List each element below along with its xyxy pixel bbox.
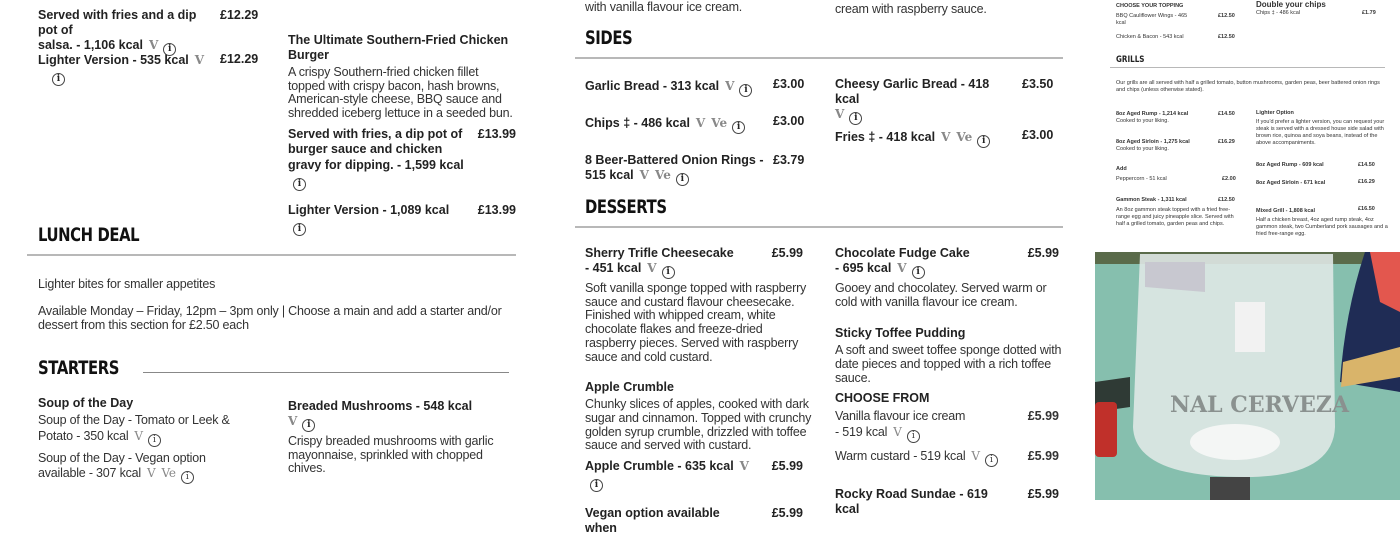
soup-option-2: Soup of the Day - Vegan option available - 307 kcal V Ve i (38, 450, 206, 482)
side-garlic-bread: Garlic Bread - 313 kcal V i (585, 79, 752, 97)
crumble-desc: Chunky slices of apples, cooked with dark sugar and cinnamon. Topped with crunchy golden syrup crumble, drizzled with toffee sauce and served with custard. (585, 397, 812, 453)
info-icon[interactable]: i (662, 266, 675, 279)
chips: Chips ‡ - 486 kcal (1256, 10, 1301, 16)
rocky-road-name: Rocky Road Sundae - 619 kcal £5.99 (835, 486, 1059, 516)
mushrooms-desc: Crispy breaded mushrooms with garlic mayonnaise, sprinkled with chopped chives. (288, 434, 494, 476)
info-icon[interactable]: i (977, 135, 990, 148)
burger-block (288, 33, 516, 236)
side-cheesy-garlic-bread: Cheesy Garlic Bread - 418 kcal V i (835, 77, 990, 123)
vegetarian-icon: V (147, 466, 156, 480)
divider (1110, 67, 1385, 68)
price: £5.99 (771, 459, 803, 474)
price: £3.00 (1022, 128, 1054, 142)
lunch-info: Available Monday – Friday, 12pm – 3pm only | Choose a main and add a starter and/or dessert from this section for £2.50 each (38, 304, 502, 332)
info-icon[interactable]: i (163, 43, 176, 56)
soup-block (38, 396, 248, 484)
burger-served: Served with fries, a dip pot of burger sauce and chicken gravy for dipping. - 1,599 kcali £13.99 (288, 126, 516, 190)
price: £13.99 (477, 126, 516, 141)
option-custard: Warm custard - 519 kcal V i £5.99 (835, 448, 1059, 465)
soup-option-1: Soup of the Day - Tomato or Leek & Potato - 350 kcal V i (38, 413, 230, 445)
price: £5.99 (1027, 448, 1059, 463)
vegetarian-icon: V (134, 428, 143, 443)
info-icon[interactable]: i (985, 454, 998, 467)
price: £3.50 (1022, 77, 1054, 91)
mixed-grill: Mixed Grill - 1,808 kcal (1256, 208, 1316, 214)
grills-info: Our grills are all served with half a grilled tomato, button mushrooms, garden peas, beer battered onion rings and chips (unless otherwise stated). (1116, 80, 1380, 93)
trifle-desc: Soft vanilla sponge topped with raspberry sauce and custard flavour cheesecake. Finished with whipped cream, white chocolate flakes and freeze-dried raspberry pieces. Served with raspberry sauce and cold custard. (585, 281, 807, 364)
vegetarian-icon: V (647, 261, 657, 275)
info-icon[interactable]: i (590, 479, 603, 492)
vegetarian-icon: V (639, 168, 649, 182)
vegetarian-icon: V (739, 459, 749, 474)
burger-name: The Ultimate Southern-Fried Chicken Burger (288, 33, 509, 62)
price: £13.99 (477, 203, 516, 218)
divider (575, 226, 1063, 228)
vegetarian-icon: V (893, 424, 902, 439)
price: £5.99 (1027, 408, 1059, 423)
vegan-icon: Ve (161, 466, 176, 480)
sides-heading: SIDES (585, 27, 633, 49)
fudge-desc: Gooey and chocolatey. Served warm or cold with vanilla flavour ice cream. (835, 281, 1047, 309)
info-icon[interactable]: i (302, 419, 315, 432)
price: £2.00 (1222, 176, 1236, 182)
photo-glass (1095, 252, 1400, 500)
side-chips: Chips ‡ - 486 kcal V Ve i (585, 116, 745, 134)
info-icon[interactable]: i (52, 73, 65, 86)
price: £5.99 (1027, 486, 1059, 501)
crumble-option: Apple Crumble - 635 kcal Vi £5.99 (585, 459, 803, 491)
lighter-rump: 8oz Aged Rump - 609 kcal (1256, 162, 1324, 168)
choose-from: CHOOSE FROM (835, 390, 930, 405)
vegetarian-icon: V (897, 261, 907, 275)
info-icon[interactable]: i (739, 84, 752, 97)
vegan-icon: Ve (711, 116, 728, 130)
prev-desc: cream with raspberry sauce. (835, 2, 987, 16)
price: £5.99 (771, 246, 803, 260)
sticky-desc: A soft and sweet toffee sponge dotted with date pieces and topped with a rich toffee sauce. (835, 343, 1062, 385)
price: £12.50 (1218, 197, 1235, 203)
mushrooms-block (288, 399, 516, 476)
price: £12.50 (1218, 34, 1235, 40)
rump: 8oz Aged Rump - 1,214 kcal Cooked to your liking. (1116, 111, 1189, 124)
divider (575, 57, 1063, 59)
price: £3.00 (773, 114, 805, 128)
side-onion-rings: 8 Beer-Battered Onion Rings - 515 kcal V Ve i (585, 153, 764, 184)
prev-desc: with vanilla flavour ice cream. (585, 0, 743, 14)
trifle-name: Sherry Trifle Cheesecake - 451 kcal V i £5.99 (585, 246, 803, 277)
desserts-right (835, 246, 1063, 517)
item-served-with-fries: Served with fries and a dip pot of salsa. - 1,106 kcal V i (38, 8, 197, 54)
burger-lighter: Lighter Version - 1,089 kcali £13.99 (288, 203, 516, 235)
vegetarian-icon: V (695, 116, 706, 130)
info-icon[interactable]: i (676, 173, 689, 186)
mixed-desc: Half a chicken breast, 4oz aged rump steak, 4oz gammon steak, two Cumberland pork sausages and a fried free-range egg. (1256, 217, 1388, 237)
lighter-version: Lighter Version - 535 kcal V i (38, 53, 205, 84)
info-icon[interactable]: i (293, 223, 306, 236)
price: £16.29 (1358, 179, 1375, 185)
vegetarian-icon: V (835, 107, 845, 121)
price: £14.50 (1218, 111, 1235, 117)
vegetarian-icon: V (148, 38, 159, 52)
desserts-heading: DESSERTS (585, 196, 667, 218)
desserts-left (585, 246, 815, 536)
vegan-icon: Ve (654, 168, 671, 182)
crumble-vegan: Vegan option available when £5.99 (585, 506, 803, 536)
option-ice-cream: Vanilla flavour ice cream - 519 kcal V i £5.99 (835, 408, 1059, 441)
info-icon[interactable]: i (293, 178, 306, 191)
info-icon[interactable]: i (907, 430, 920, 443)
price: £12.29 (220, 52, 259, 66)
price: £5.99 (1027, 246, 1059, 260)
divider (143, 372, 509, 373)
divider (27, 254, 516, 256)
info-icon[interactable]: i (181, 471, 194, 484)
vegan-icon: Ve (956, 130, 973, 144)
price: £12.50 (1218, 13, 1235, 19)
topping-heading: CHOOSE YOUR TOPPING (1116, 3, 1184, 9)
lighter-sirloin: 8oz Aged Sirloin - 671 kcal (1256, 180, 1326, 186)
grills-heading: GRILLS (1116, 55, 1145, 65)
info-icon[interactable]: i (732, 121, 745, 134)
vegetarian-icon: V (725, 79, 735, 93)
peppercorn: Peppercorn - 51 kcal (1116, 176, 1167, 182)
mushrooms-name: Breaded Mushrooms - 548 kcal V i (288, 399, 473, 430)
soup-name: Soup of the Day (38, 396, 134, 410)
lighter-desc: If you'd prefer a lighter version, you can request your steak is served with a dressed house side salad with brown rice, quinoa and soya beans, instead of the above accompaniments. (1256, 119, 1385, 146)
vegetarian-icon: V (941, 130, 951, 144)
glass-photo-illustration (1095, 252, 1400, 500)
sticky-name: Sticky Toffee Pudding (835, 326, 966, 341)
gammon: Gammon Steak - 1,311 kcal (1116, 197, 1187, 203)
bbq-wings: BBQ Cauliflower Wings - 465 kcal (1116, 13, 1188, 26)
chicken-bacon: Chicken & Bacon - 543 kcal (1116, 34, 1184, 40)
lunch-deal-heading: LUNCH DEAL (38, 224, 140, 246)
burger-desc: A crispy Southern-fried chicken fillet topped with crispy bacon, hash browns, American-style cheese, BBQ sauce and shredded iceberg lettuce in a seeded bun. (288, 65, 513, 121)
lighter-option: Lighter Option (1256, 110, 1294, 116)
price: £14.50 (1358, 162, 1375, 168)
side-fries: Fries ‡ - 418 kcal V Ve i (835, 130, 990, 148)
crumble-name: Apple Crumble (585, 380, 674, 395)
price: £16.50 (1358, 206, 1375, 212)
vegetarian-icon: V (971, 448, 980, 463)
info-icon[interactable]: i (849, 112, 862, 125)
price: £5.99 (771, 506, 803, 521)
price: £12.29 (220, 8, 259, 22)
glass-lettering: NAL CERVEZA (1170, 392, 1350, 418)
starters-heading: STARTERS (38, 357, 120, 379)
sirloin: 8oz Aged Sirloin - 1,275 kcal Cooked to your liking. (1116, 139, 1190, 152)
info-icon[interactable]: i (912, 266, 925, 279)
add-heading: Add (1116, 166, 1127, 172)
price: £16.29 (1218, 139, 1235, 145)
lunch-subtitle: Lighter bites for smaller appetites (38, 277, 216, 291)
price: £3.00 (773, 77, 805, 91)
gammon-desc: An 8oz gammon steak topped with a fried free-range egg and juicy pineapple slice. Served with half a grilled tomato, garden peas and chips. (1116, 207, 1234, 227)
price: £3.79 (773, 153, 805, 167)
info-icon[interactable]: i (148, 434, 161, 447)
vegetarian-icon: V (194, 53, 205, 67)
double-chips: Double your chips (1256, 0, 1326, 9)
price: £1.79 (1362, 10, 1376, 16)
fudge-name: Chocolate Fudge Cake - 695 kcal V i £5.99 (835, 246, 1059, 277)
vegetarian-icon: V (288, 414, 298, 428)
